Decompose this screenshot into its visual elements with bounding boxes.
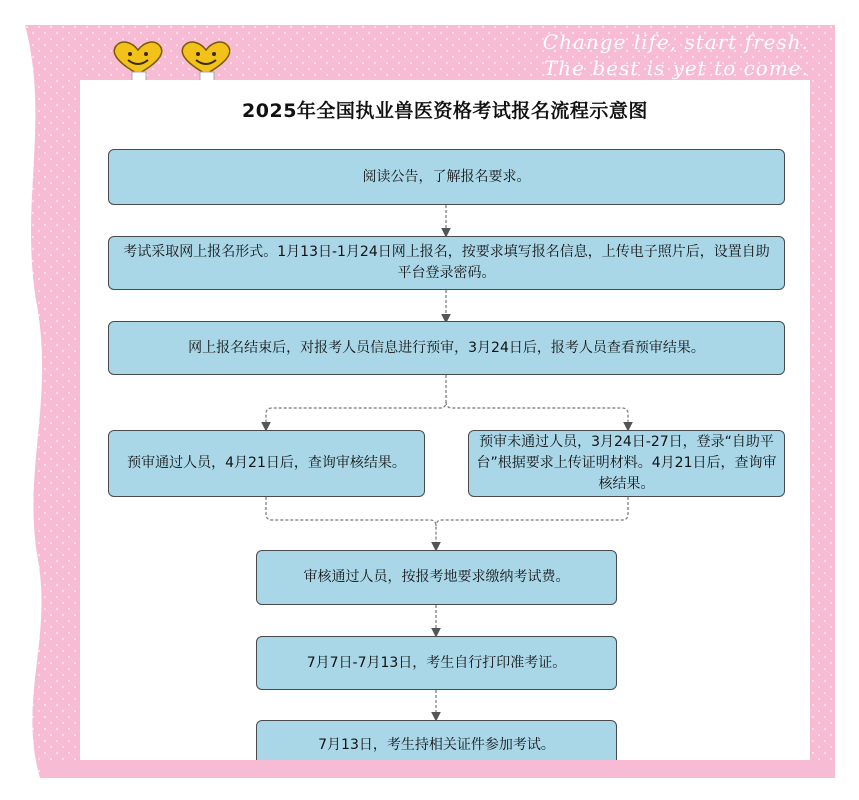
flow-node-pre-review-passed: 预审通过人员，4月21日后，查询审核结果。	[108, 430, 425, 497]
flow-node-take-exam: 7月13日，考生持相关证件参加考试。	[256, 720, 617, 776]
flow-node-print-ticket: 7月7日-7月13日，考生自行打印准考证。	[256, 636, 617, 690]
slogan-line-1: Change life, start fresh.	[542, 30, 809, 54]
flow-node-online-registration: 考试采取网上报名形式。1月13日-1月24日网上报名，按要求填写报名信息，上传电子照片后，设置自助平台登录密码。	[108, 236, 785, 290]
flow-node-pre-review-failed: 预审未通过人员，3月24日-27日，登录“自助平台”根据要求上传证明材料。4月21日后，查询审核结果。	[468, 430, 785, 497]
flow-node-read-notice: 阅读公告，了解报名要求。	[108, 149, 785, 205]
flow-node-pay-fee: 审核通过人员，按报考地要求缴纳考试费。	[256, 550, 617, 605]
flow-node-pre-review: 网上报名结束后，对报考人员信息进行预审，3月24日后，报考人员查看预审结果。	[108, 321, 785, 375]
page-title: 2025年全国执业兽医资格考试报名流程示意图	[242, 100, 648, 122]
slogan-line-2: The best is yet to come.	[543, 56, 809, 80]
frame-bottom-band	[40, 760, 835, 778]
